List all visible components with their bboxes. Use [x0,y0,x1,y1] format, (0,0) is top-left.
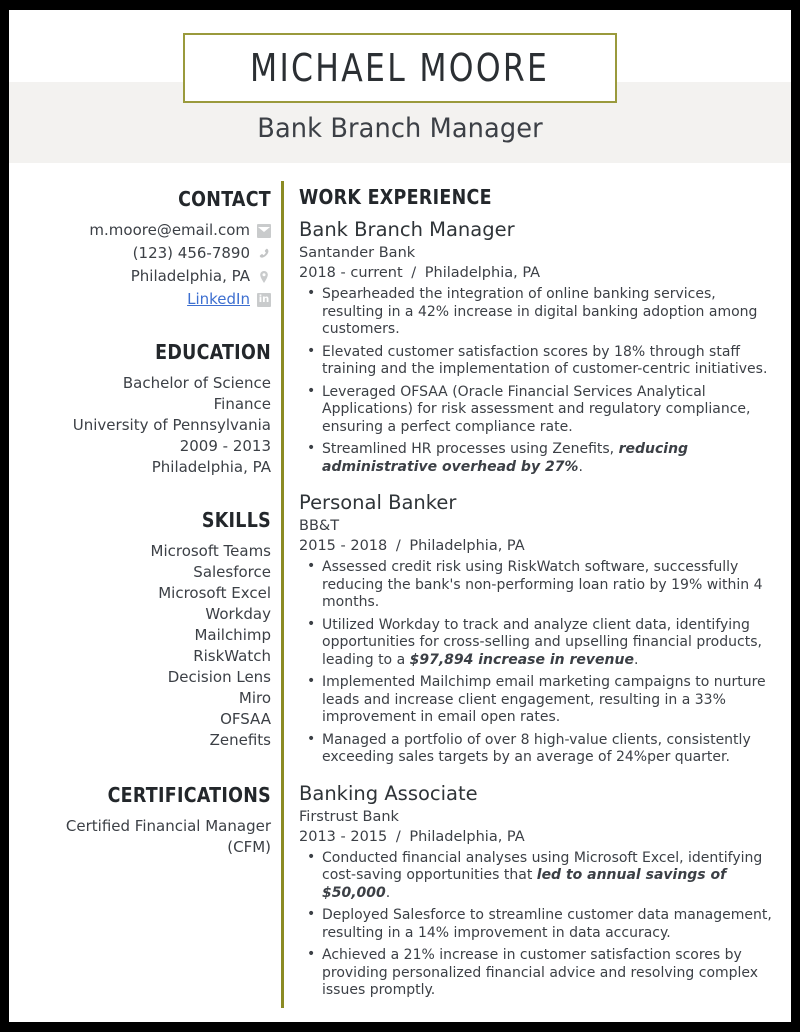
education-location: Philadelphia, PA [151,458,271,476]
bullet-text: Implemented Mailchimp email marketing campaigns to nurture leads and increase client engagement, resulting in a 33% improvement in email open rates. [322,674,766,725]
job-bullet [320,344,775,379]
name-box [183,33,617,103]
job-bullet-list [299,850,775,1000]
bullet-emphasis: $97,894 increase in revenue [409,651,634,668]
skill-item: Mailchimp [194,626,271,644]
job-location: Philadelphia, PA [409,538,525,554]
education-degree: Bachelor of Science [122,374,271,392]
contact-item-phone[interactable] [21,243,271,264]
job-meta [299,263,775,284]
contact-item-linkedin[interactable] [21,289,271,310]
bullet-text: Achieved a 21% increase in customer satisfaction scores by providing personalized financial advice and resolving complex issues promptly. [322,947,759,998]
job-bullet [320,907,775,942]
job-title: Personal Banker [299,491,457,514]
skill-item: Salesforce [193,563,271,581]
bullet-emphasis: reducing administrative overhead by 27% [322,441,689,475]
job-title: Banking Associate [299,781,478,805]
education-dates: 2009 - 2013 [179,437,271,455]
job-location: Philadelphia, PA [409,828,525,845]
resume-body [9,163,791,1022]
job-bullet [320,732,775,767]
job-bullet [320,674,775,727]
job-entry [299,781,775,1000]
contact-email-text: m.moore@email.com [89,221,250,239]
bullet-text: Elevated customer satisfaction scores by 18% through staff training and the implementation of customer-centric initiatives. [322,343,768,377]
job-entry [299,490,775,767]
skill-item: Workday [205,605,271,623]
section-heading-education: EDUCATION [155,340,271,364]
job-bullet [320,441,775,476]
contact-linkedin-link[interactable]: LinkedIn [187,290,250,308]
job-location: Philadelphia, PA [424,265,541,281]
bullet-text: Utilized Workday to track and analyze client data, identifying opportunities for cross-selling and upselling financial products, leading to a [322,616,762,668]
location-pin-icon [257,270,271,284]
job-dates: 2018 - current [299,265,403,281]
education-school: University of Pennsylvania [72,416,271,434]
job-bullet [320,384,775,437]
phone-icon [257,247,271,261]
column-divider [281,181,284,1008]
section-heading-work-experience: WORK EXPERIENCE [299,185,492,209]
job-entry [299,217,775,476]
job-meta [299,827,775,848]
job-meta-separator: / [395,828,401,845]
job-meta [299,536,775,557]
contact-location-text: Philadelphia, PA [130,267,250,285]
section-heading-certifications: CERTIFICATIONS [107,783,271,807]
bullet-emphasis: led to annual savings of $50,000 [322,867,727,901]
main-content [271,163,791,1014]
bullet-text: Streamlined HR processes using Zenefits, [322,441,619,457]
job-bullet-list [299,286,775,476]
bullet-text: Conducted financial analyses using Microsoft Excel, identifying cost-saving opportunities that [322,849,763,883]
skill-item: Microsoft Excel [158,584,271,602]
resume-page-inner [9,10,791,1022]
section-heading-skills: SKILLS [201,508,271,532]
education-field: Finance [213,395,271,413]
contact-item-location[interactable] [21,266,271,287]
skill-item: RiskWatch [193,647,271,665]
bullet-tail: . [578,458,583,475]
bullet-text: Managed a portfolio of over 8 high-value clients, consistently exceeding sales targets by an average of 24%per quarter. [322,731,751,765]
skill-item: Microsoft Teams [150,542,271,560]
job-bullet [320,617,775,670]
job-bullet [320,559,775,612]
contact-item-email[interactable] [21,220,271,241]
mail-icon [257,224,271,238]
job-company: Firstrust Bank [299,808,399,825]
job-company: Santander Bank [299,245,416,261]
candidate-name: MICHAEL MOORE [250,46,550,90]
candidate-job-title: Bank Branch Manager [257,113,543,144]
job-bullet [320,947,775,1000]
job-dates: 2015 - 2018 [299,538,388,554]
bullet-text: Deployed Salesforce to streamline customer data management, resulting in a 14% improvement in data accuracy. [322,907,772,941]
sidebar [9,163,271,858]
job-bullet [320,286,775,339]
certification-item: Certified Financial Manager (CFM) [65,817,271,856]
linkedin-icon: in [258,293,270,305]
bullet-text: Leveraged OFSAA (Oracle Financial Services Analytical Applications) for risk assessment and regulatory compliance, ensuring a perfect compliance rate. [322,383,751,435]
skill-item: Zenefits [209,731,271,749]
bullet-tail: . [633,651,639,668]
skill-item: Decision Lens [167,668,271,686]
bullet-text: Assessed credit risk using RiskWatch software, successfully reducing the bank's non-performing loan ratio by 19% within 4 months. [322,559,763,610]
resume-header [9,10,791,163]
job-company: BB&T [299,518,340,534]
skill-item: OFSAA [220,710,271,728]
bullet-text: Spearheaded the integration of online banking services, resulting in a 42% increase in digital banking adoption among customers. [322,286,758,337]
skill-item: Miro [238,689,271,707]
job-dates: 2013 - 2015 [299,828,388,845]
job-title: Bank Branch Manager [299,218,515,241]
job-meta-separator: / [395,538,401,554]
job-bullet [320,850,775,903]
job-bullet-list [299,559,775,767]
job-meta-separator: / [411,265,417,281]
bullet-tail: . [385,884,391,901]
contact-phone-text: (123) 456-7890 [132,244,250,262]
section-heading-contact: CONTACT [178,187,271,211]
